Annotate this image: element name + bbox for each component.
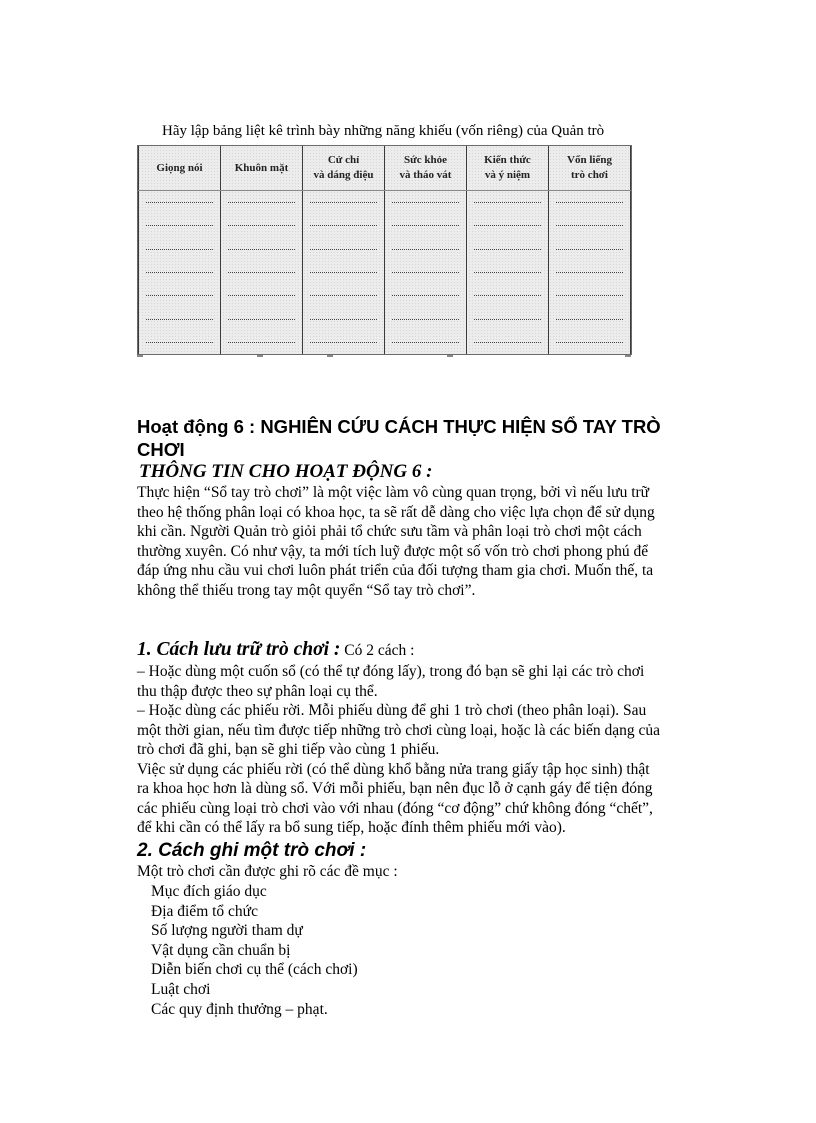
header-text: Vốn liếng (567, 154, 612, 166)
dotted-blank-line (310, 202, 377, 203)
dotted-blank-line (392, 272, 459, 273)
list-item: Số lượng người tham dự (151, 922, 303, 940)
table-cell (221, 261, 303, 284)
dotted-blank-line (228, 295, 295, 296)
column-header-knowledge (467, 146, 549, 191)
table-cell (385, 284, 467, 307)
table-row (139, 261, 631, 284)
list-item: Luật chơi (151, 980, 211, 998)
header-text: và tháo vát (399, 169, 452, 181)
list-item: Các quy định thưởng – phạt. (151, 1000, 328, 1018)
table-row (139, 191, 631, 215)
body-line: một thời gian, nếu tìm được tiếp những trò chơi cùng loại, hoặc là các biến dạng của (137, 721, 661, 739)
tick-mark (447, 355, 453, 357)
title-line: Hoạt động 6 : NGHIÊN CỨU CÁCH THỰC HIỆN SỔ TAY TRÒ (137, 416, 661, 437)
dotted-blank-line (474, 319, 541, 320)
section-1-heading (137, 640, 414, 661)
talent-table (138, 146, 631, 354)
column-header-health (385, 146, 467, 191)
talent-table-figure (137, 145, 632, 355)
activity-6-paragraph (137, 483, 697, 600)
table-body (139, 191, 631, 355)
dotted-blank-line (392, 295, 459, 296)
table-cell (385, 238, 467, 261)
dotted-blank-line (310, 225, 377, 226)
table-cell (467, 331, 549, 354)
dotted-blank-line (228, 249, 295, 250)
header-text: Khuôn mặt (234, 161, 289, 174)
paragraph-line: không thể thiếu trong tay một quyển “Sổ tay trò chơi”. (137, 581, 476, 599)
dotted-blank-line (310, 319, 377, 320)
table-cell (385, 307, 467, 330)
table-cell (139, 191, 221, 215)
section-2-title: 2. Cách ghi một trò chơi : (137, 840, 367, 861)
dotted-blank-line (556, 295, 623, 296)
table-cell (467, 284, 549, 307)
dotted-blank-line (392, 202, 459, 203)
table-cell (221, 284, 303, 307)
table-cell (221, 307, 303, 330)
table-cell (221, 331, 303, 354)
paragraph-line: Thực hiện “Sổ tay trò chơi” là một việc làm vô cùng quan trọng, bởi vì nếu lưu trữ (137, 484, 650, 501)
table-cell (139, 238, 221, 261)
column-header-gesture (303, 146, 385, 191)
info-heading: THÔNG TIN CHO HOẠT ĐỘNG 6 : (139, 461, 433, 482)
table-cell (385, 261, 467, 284)
table-cell (139, 214, 221, 237)
column-header-voice (139, 146, 221, 191)
section-2-intro: Một trò chơi cần được ghi rõ các đề mục : (137, 863, 398, 880)
table-row (139, 284, 631, 307)
section-1-title-suffix: Có 2 cách : (340, 642, 415, 659)
paragraph-line: theo hệ thống phân loại có khoa học, ta sẽ rất dễ dàng cho việc lựa chọn để sử dụng (137, 503, 655, 521)
dotted-blank-line (310, 295, 377, 296)
dotted-blank-line (474, 342, 541, 343)
activity-6-title (137, 415, 697, 461)
body-line: – Hoặc dùng các phiếu rời. Mỗi phiếu dùng để ghi 1 trò chơi (theo phân loại). Sau (137, 702, 647, 719)
dotted-blank-line (228, 342, 295, 343)
table-cell (139, 331, 221, 354)
table-cell (549, 307, 631, 330)
list-item: Địa điểm tổ chức (151, 902, 258, 920)
paragraph-line: đáp ứng nhu cầu vui chơi luôn phát triển của đối tượng tham gia chơi. Muốn thế, ta (137, 562, 654, 579)
table-cell (385, 191, 467, 215)
dotted-blank-line (474, 225, 541, 226)
game-record-items (151, 882, 358, 1019)
table-cell (221, 238, 303, 261)
header-text: và dáng điệu (313, 169, 374, 181)
dotted-blank-line (556, 225, 623, 226)
table-caption: Hãy lập bảng liệt kê trình bày những năng khiếu (vốn riêng) của Quản trò (162, 123, 605, 139)
dotted-blank-line (474, 272, 541, 273)
table-cell (221, 214, 303, 237)
table-cell (549, 284, 631, 307)
dotted-blank-line (310, 342, 377, 343)
title-line: CHƠI (137, 439, 185, 460)
header-text: trò chơi (571, 169, 608, 181)
dotted-blank-line (556, 342, 623, 343)
dotted-blank-line (146, 319, 213, 320)
header-text: và ý niệm (484, 169, 531, 181)
table-cell (467, 238, 549, 261)
dotted-blank-line (146, 249, 213, 250)
dotted-blank-line (228, 225, 295, 226)
dotted-blank-line (392, 225, 459, 226)
section-1-body (137, 662, 697, 838)
table-cell (303, 238, 385, 261)
header-text: Sức khỏe (404, 154, 447, 166)
table-cell (303, 284, 385, 307)
table-cell (303, 307, 385, 330)
dotted-blank-line (556, 272, 623, 273)
dotted-blank-line (310, 249, 377, 250)
dotted-blank-line (146, 202, 213, 203)
dotted-blank-line (556, 249, 623, 250)
table-row (139, 307, 631, 330)
body-line: để khi cần có thể lấy ra bổ sung tiếp, hoặc đính thêm phiếu mới vào). (137, 819, 566, 836)
table-cell (221, 191, 303, 215)
dotted-blank-line (474, 249, 541, 250)
table-scan-ticks (137, 355, 632, 361)
table-header-row (139, 146, 631, 191)
dotted-blank-line (556, 202, 623, 203)
table-cell (467, 261, 549, 284)
table-cell (549, 191, 631, 215)
table-cell (139, 261, 221, 284)
dotted-blank-line (146, 342, 213, 343)
dotted-blank-line (146, 272, 213, 273)
paragraph-line: khi cần. Người Quản trò giỏi phải tổ chức sưu tầm và phân loại trò chơi một cách (137, 523, 642, 540)
dotted-blank-line (228, 319, 295, 320)
table-cell (549, 238, 631, 261)
dotted-blank-line (474, 295, 541, 296)
body-line: các phiếu cùng loại trò chơi vào với nhau (đóng “cơ động” chứ không đóng “chết”, (137, 799, 653, 817)
table-cell (467, 307, 549, 330)
table-cell (467, 191, 549, 215)
table-row (139, 238, 631, 261)
body-line: – Hoặc dùng một cuốn sổ (có thể tự đóng lấy), trong đó bạn sẽ ghi lại các trò chơi (137, 663, 645, 680)
table-row (139, 331, 631, 354)
table-cell (549, 214, 631, 237)
column-header-face (221, 146, 303, 191)
dotted-blank-line (146, 225, 213, 226)
table-cell (139, 284, 221, 307)
table-cell (549, 331, 631, 354)
table-cell (303, 261, 385, 284)
dotted-blank-line (556, 319, 623, 320)
tick-mark (137, 355, 143, 357)
body-line: trò chơi đã ghi, bạn sẽ ghi tiếp vào cùng 1 phiếu. (137, 741, 440, 758)
tick-mark (625, 355, 631, 357)
dotted-blank-line (392, 342, 459, 343)
body-line: ra khoa học hơn là dùng sổ. Với mỗi phiếu, bạn nên đục lỗ ở cạnh gáy để tiện đóng (137, 780, 653, 797)
paragraph-line: thường xuyên. Có như vậy, ta mới tích luỹ được một số vốn trò chơi phong phú để (137, 542, 649, 560)
tick-mark (327, 355, 333, 357)
dotted-blank-line (310, 272, 377, 273)
dotted-blank-line (392, 249, 459, 250)
list-item: Mục đích giáo dục (151, 883, 267, 900)
dotted-blank-line (392, 319, 459, 320)
header-text: Cử chỉ (327, 154, 360, 166)
table-cell (467, 214, 549, 237)
dotted-blank-line (146, 295, 213, 296)
dotted-blank-line (228, 202, 295, 203)
section-1-title: 1. Cách lưu trữ trò chơi : (137, 639, 341, 660)
table-cell (303, 214, 385, 237)
table-cell (303, 331, 385, 354)
tick-mark (257, 355, 263, 357)
table-cell (549, 261, 631, 284)
body-line: Việc sử dụng các phiếu rời (có thể dùng khổ bằng nửa trang giấy tập học sinh) thật (137, 760, 650, 778)
table-cell (385, 214, 467, 237)
table-cell (385, 331, 467, 354)
list-item: Vật dụng cần chuẩn bị (151, 941, 291, 959)
dotted-blank-line (228, 272, 295, 273)
table-cell (139, 307, 221, 330)
column-header-games (549, 146, 631, 191)
header-text: Giọng nói (156, 161, 203, 174)
dotted-blank-line (474, 202, 541, 203)
body-line: thu thập được theo sự phân loại cụ thể. (137, 682, 378, 700)
table-row (139, 214, 631, 237)
header-text: Kiến thức (484, 154, 531, 166)
table-cell (303, 191, 385, 215)
list-item: Diễn biến chơi cụ thể (cách chơi) (151, 961, 358, 979)
